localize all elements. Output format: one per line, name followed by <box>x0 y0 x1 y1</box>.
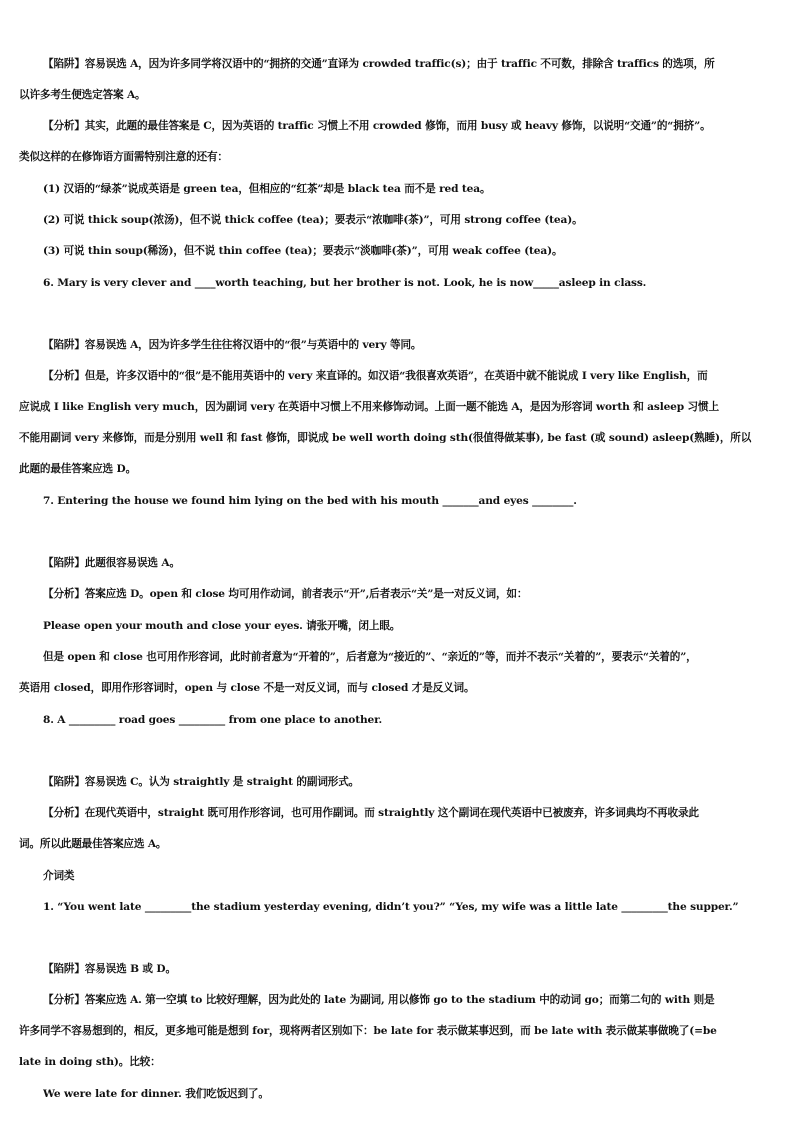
question-stem: 8. A _________ road goes _________ from one place to another. <box>43 714 383 726</box>
trap-paragraph: 【陷阱】此题很容易误选 A。 <box>43 557 180 569</box>
trap-paragraph: 【陷阱】容易误选 A，因为许多同学将汉语中的“拥挤的交通”直译为 crowded traffic(s)；由于 traffic 不可数，排除含 traffics 的选项，所 <box>43 58 715 70</box>
analysis-paragraph: 【分析】答案应选 A. 第一空填 to 比较好理解，因为此处的 late 为副词, 用以修饰 go to the stadium 中的动词 go；而第二句的 with 则是 <box>43 994 715 1006</box>
analysis-paragraph-cont: 类似这样的在修饰语方面需特别注意的还有： <box>19 151 228 163</box>
trap-paragraph: 【陷阱】容易误选 A，因为许多学生往往将汉语中的“很”与英语中的 very 等同。 <box>43 339 422 351</box>
question-stem: 6. Mary is very clever and ____worth teaching, but her brother is not. Look, he is now_____asleep in class. <box>43 277 647 289</box>
analysis-paragraph-cont: 许多同学不容易想到的，相反，更多地可能是想到 for，现将两者区别如下：be late for 表示做某事迟到，而 be late with 表示做某事做晚了(=be <box>19 1025 717 1037</box>
question-stem: 1. “You went late _________the stadium yesterday evening, didn’t you?” “Yes, my wife was a little late _________the supper.” <box>43 901 739 913</box>
example-sentence: We were late for dinner. 我们吃饭迟到了。 <box>43 1088 269 1100</box>
analysis-paragraph-cont: 英语用 closed，即用作形容词时，open 与 close 不是一对反义词，而与 closed 才是反义词。 <box>19 682 475 694</box>
analysis-paragraph-cont: 不能用副词 very 来修饰，而是分别用 well 和 fast 修饰，即说成 be well worth doing sth(很值得做某事), be fast (或 sound) asleep(熟睡)，所以 <box>19 432 752 444</box>
analysis-paragraph-cont: 此题的最佳答案应选 D。 <box>19 463 137 475</box>
section-title: 介词类 <box>43 870 75 882</box>
trap-paragraph-cont: 以许多考生便选定答案 A。 <box>19 89 146 101</box>
analysis-paragraph: 【分析】答案应选 D。open 和 close 均可用作动词，前者表示“开”,后者表示“关”是一对反义词，如： <box>43 588 528 600</box>
example-item: (1) 汉语的“绿茶”说成英语是 green tea，但相应的“红茶”却是 black tea 而不是 red tea。 <box>43 183 491 195</box>
analysis-paragraph-cont: late in doing sth)。比较： <box>19 1056 161 1068</box>
trap-paragraph: 【陷阱】容易误选 C。认为 straightly 是 straight 的副词形式。 <box>43 776 360 788</box>
example-sentence: Please open your mouth and close your eyes. 请张开嘴，闭上眼。 <box>43 620 401 632</box>
example-item: (3) 可说 thin soup(稀汤)，但不说 thin coffee (tea)；要表示“淡咖啡(茶)”，可用 weak coffee (tea)。 <box>43 245 563 257</box>
analysis-paragraph: 【分析】在现代英语中，straight 既可用作形容词，也可用作副词。而 straightly 这个副词在现代英语中已被废弃，许多词典均不再收录此 <box>43 807 699 819</box>
analysis-paragraph: 【分析】但是，许多汉语中的“很”是不能用英语中的 very 来直译的。如汉语“我很喜欢英语”，在英语中就不能说成 I very like English，而 <box>43 370 708 382</box>
analysis-paragraph-cont: 应说成 I like English very much，因为副词 very 在英语中习惯上不用来修饰动词。上面一题不能选 A，是因为形容词 worth 和 asleep 习惯上 <box>19 401 719 413</box>
analysis-paragraph-cont: 词。所以此题最佳答案应选 A。 <box>19 838 167 850</box>
question-stem: 7. Entering the house we found him lying on the bed with his mouth _______and eyes ________. <box>43 495 577 507</box>
analysis-paragraph: 但是 open 和 close 也可用作形容词，此时前者意为“开着的”，后者意为“接近的”、“亲近的”等，而并不表示“关着的”，要表示“关着的”， <box>43 651 697 663</box>
example-item: (2) 可说 thick soup(浓汤)，但不说 thick coffee (tea)；要表示“浓咖啡(茶)”，可用 strong coffee (tea)。 <box>43 214 583 226</box>
trap-paragraph: 【陷阱】容易误选 B 或 D。 <box>43 963 176 975</box>
analysis-paragraph: 【分析】其实，此题的最佳答案是 C，因为英语的 traffic 习惯上不用 crowded 修饰，而用 busy 或 heavy 修饰，以说明“交通”的“拥挤”。 <box>43 120 711 132</box>
